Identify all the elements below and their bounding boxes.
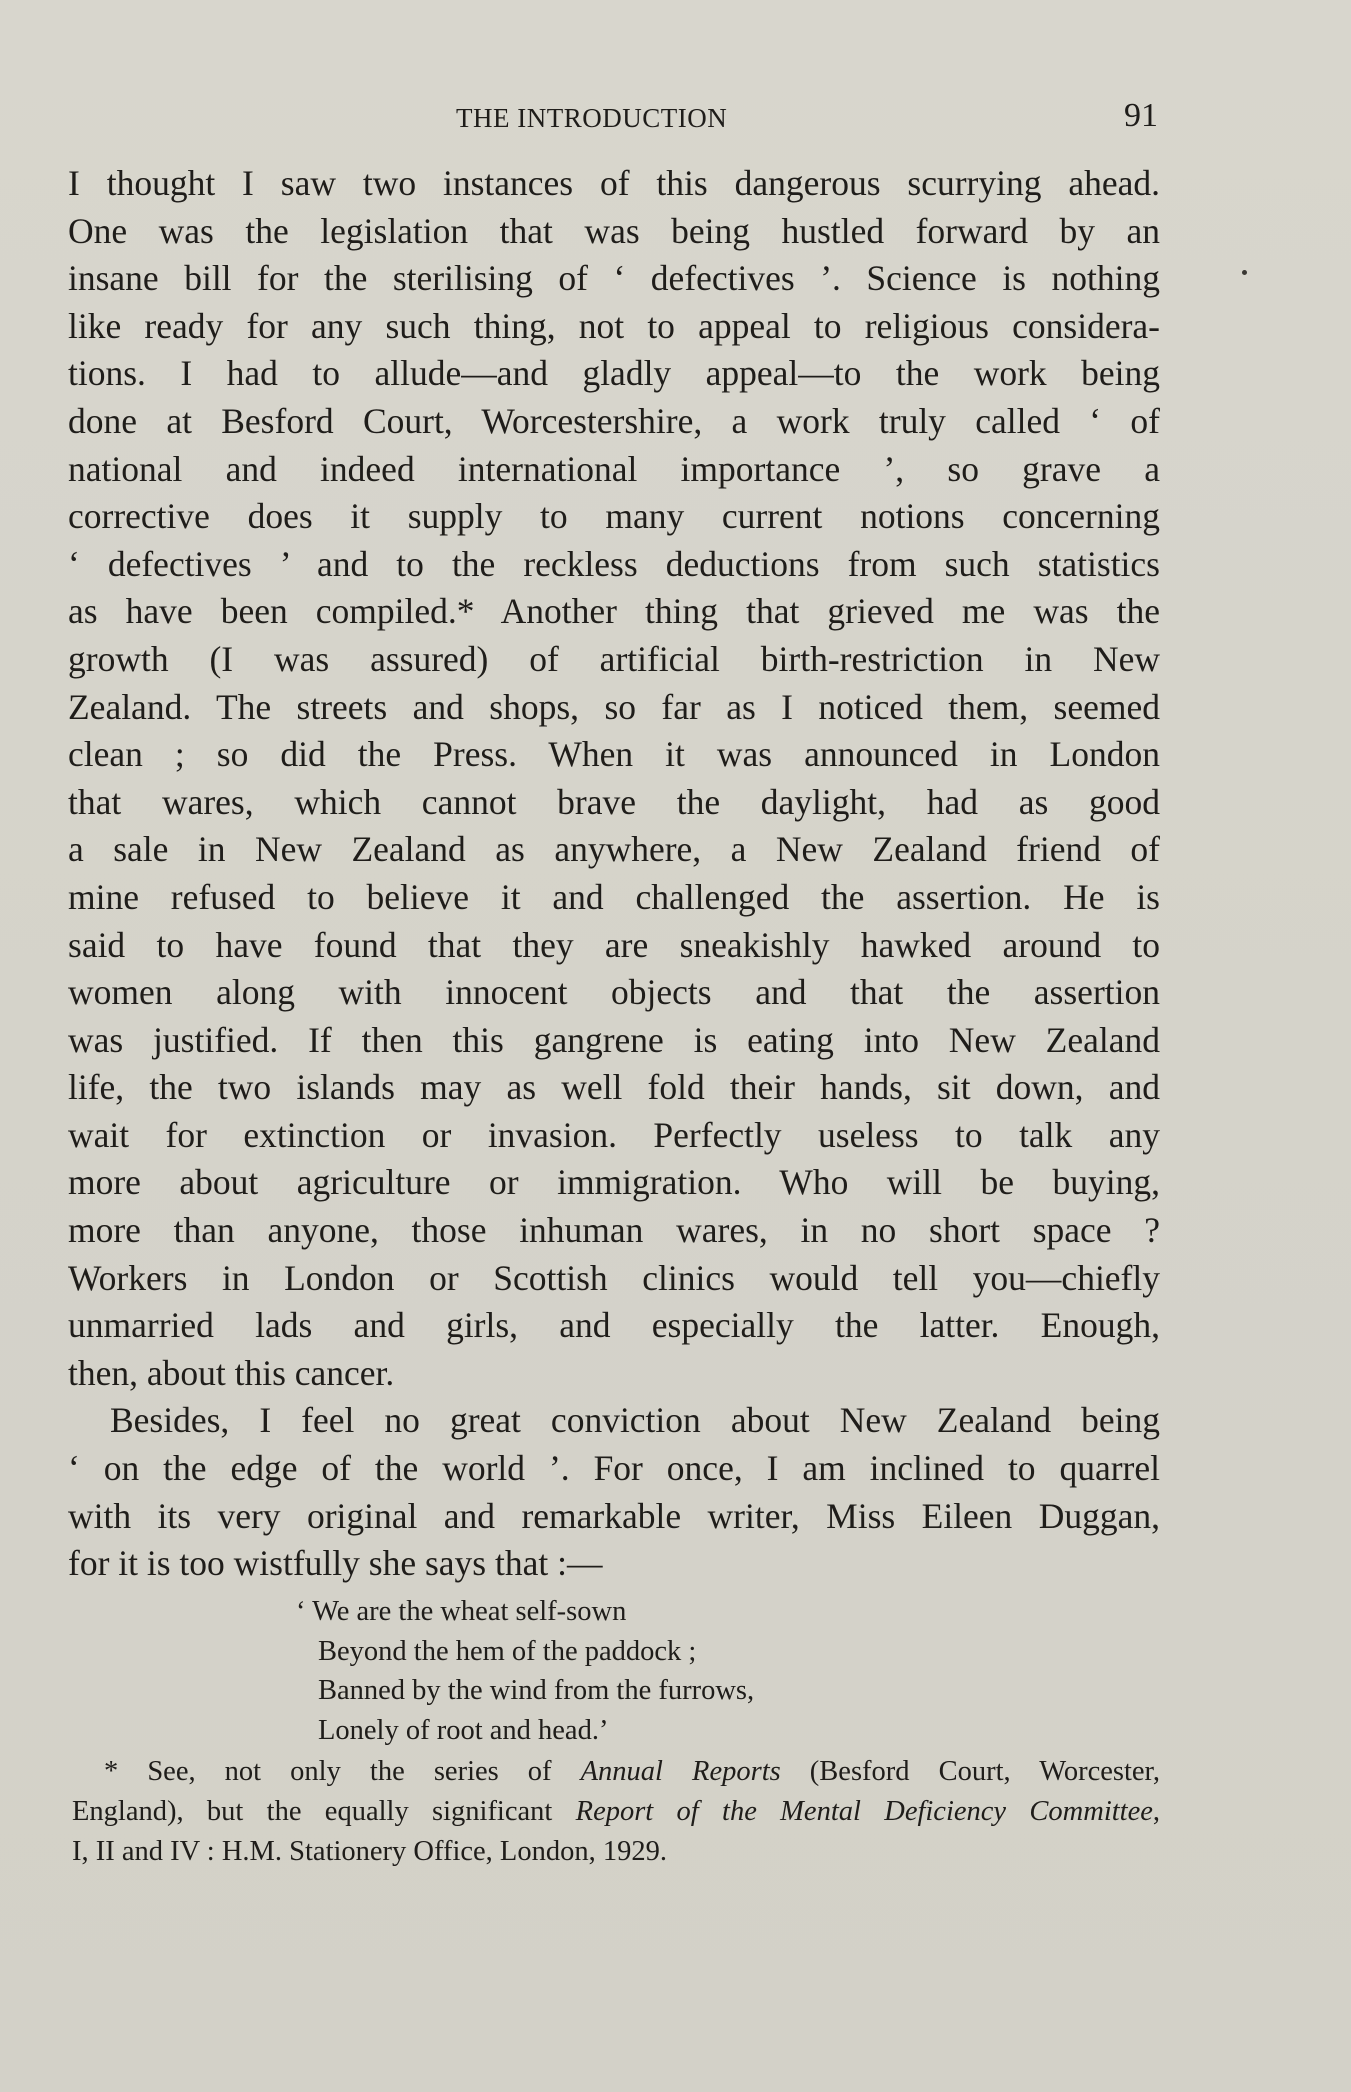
body-text [68, 160, 1160, 1588]
text-line: women along with innocent objects and that the assertion [68, 972, 1160, 1013]
footnote [72, 1752, 1160, 1872]
footnote-text: , [1152, 1796, 1160, 1827]
footnote-text: (Besford Court, Worcester, [780, 1756, 1161, 1787]
footnote-line: I, II and IV : H.M. Stationery Office, London, 1929. [72, 1836, 667, 1867]
text-line: wait for extinction or invasion. Perfectly useless to talk any [68, 1114, 1160, 1155]
footnote-text: * See, not only the series of [104, 1756, 581, 1787]
text-line: One was the legislation that was being hustled forward by an [68, 210, 1160, 251]
paper-speck [1242, 270, 1247, 275]
text-line: I thought I saw two instances of this dangerous scurrying ahead. [68, 163, 1160, 203]
text-line: insane bill for the sterilising of ‘ defectives ’. Science is nothing [68, 258, 1160, 299]
footnote-line [72, 1792, 1160, 1832]
verse-quotation [296, 1592, 996, 1750]
text-line: done at Besford Court, Worcestershire, a work truly called ‘ of [68, 400, 1160, 441]
verse-line: Banned by the wind from the furrows, [318, 1675, 755, 1706]
text-line: more than anyone, those inhuman wares, in no short space ? [68, 1210, 1160, 1251]
text-line: ‘ defectives ’ and to the reckless deductions from such statistics [68, 543, 1160, 584]
text-line: Zealand. The streets and shops, so far as I noticed them, seemed [68, 686, 1160, 727]
text-line: as have been compiled.* Another thing that grieved me was the [68, 591, 1160, 632]
footnote-line [72, 1752, 1160, 1792]
text-line: with its very original and remarkable writer, Miss Eileen Duggan, [68, 1495, 1160, 1536]
verse-line: Lonely of root and head.’ [318, 1714, 609, 1746]
text-line: growth (I was assured) of artificial birth-restriction in New [68, 638, 1160, 679]
text-line: life, the two islands may as well fold their hands, sit down, and [68, 1067, 1160, 1108]
verse-line: Beyond the hem of the paddock ; [318, 1635, 697, 1667]
running-title: THE INTRODUCTION [456, 103, 728, 133]
text-line: that wares, which cannot brave the daylight, had as good [68, 781, 1160, 822]
text-line: more about agriculture or immigration. Who will be buying, [68, 1162, 1160, 1203]
text-line: mine refused to believe it and challenged the assertion. He is [68, 876, 1160, 917]
text-line: tions. I had to allude—and gladly appeal—to the work being [68, 353, 1160, 394]
footnote-italic-title: Annual Reports [580, 1756, 781, 1787]
text-line: national and indeed international importance ’, so grave a [68, 448, 1160, 489]
text-line: ‘ on the edge of the world ’. For once, I am inclined to quarrel [68, 1448, 1160, 1489]
text-line: like ready for any such thing, not to appeal to religious considera- [68, 305, 1160, 346]
text-line: clean ; so did the Press. When it was announced in London [68, 734, 1160, 775]
text-line: said to have found that they are sneakishly hawked around to [68, 924, 1160, 965]
text-line: unmarried lads and girls, and especially the latter. Enough, [68, 1305, 1160, 1346]
text-line: Workers in London or Scottish clinics would tell you—chiefly [68, 1257, 1160, 1298]
text-line: for it is too wistfully she says that :— [68, 1543, 603, 1584]
verse-line: ‘ We are the wheat self-sown [296, 1596, 627, 1627]
text-line: then, about this cancer. [68, 1352, 395, 1393]
text-line: a sale in New Zealand as anywhere, a New Zealand friend of [68, 829, 1160, 870]
text-line: Besides, I feel no great conviction about New Zealand being [110, 1400, 1160, 1441]
footnote-text: England), but the equally significant [72, 1796, 576, 1827]
footnote-italic-title: Report of the Mental Deficiency Committee [575, 1796, 1153, 1827]
running-head [0, 98, 1351, 138]
text-line: corrective does it supply to many current notions concerning [68, 496, 1160, 537]
page-number: 91 [1124, 97, 1158, 134]
text-line: was justified. If then this gangrene is eating into New Zealand [68, 1019, 1160, 1060]
